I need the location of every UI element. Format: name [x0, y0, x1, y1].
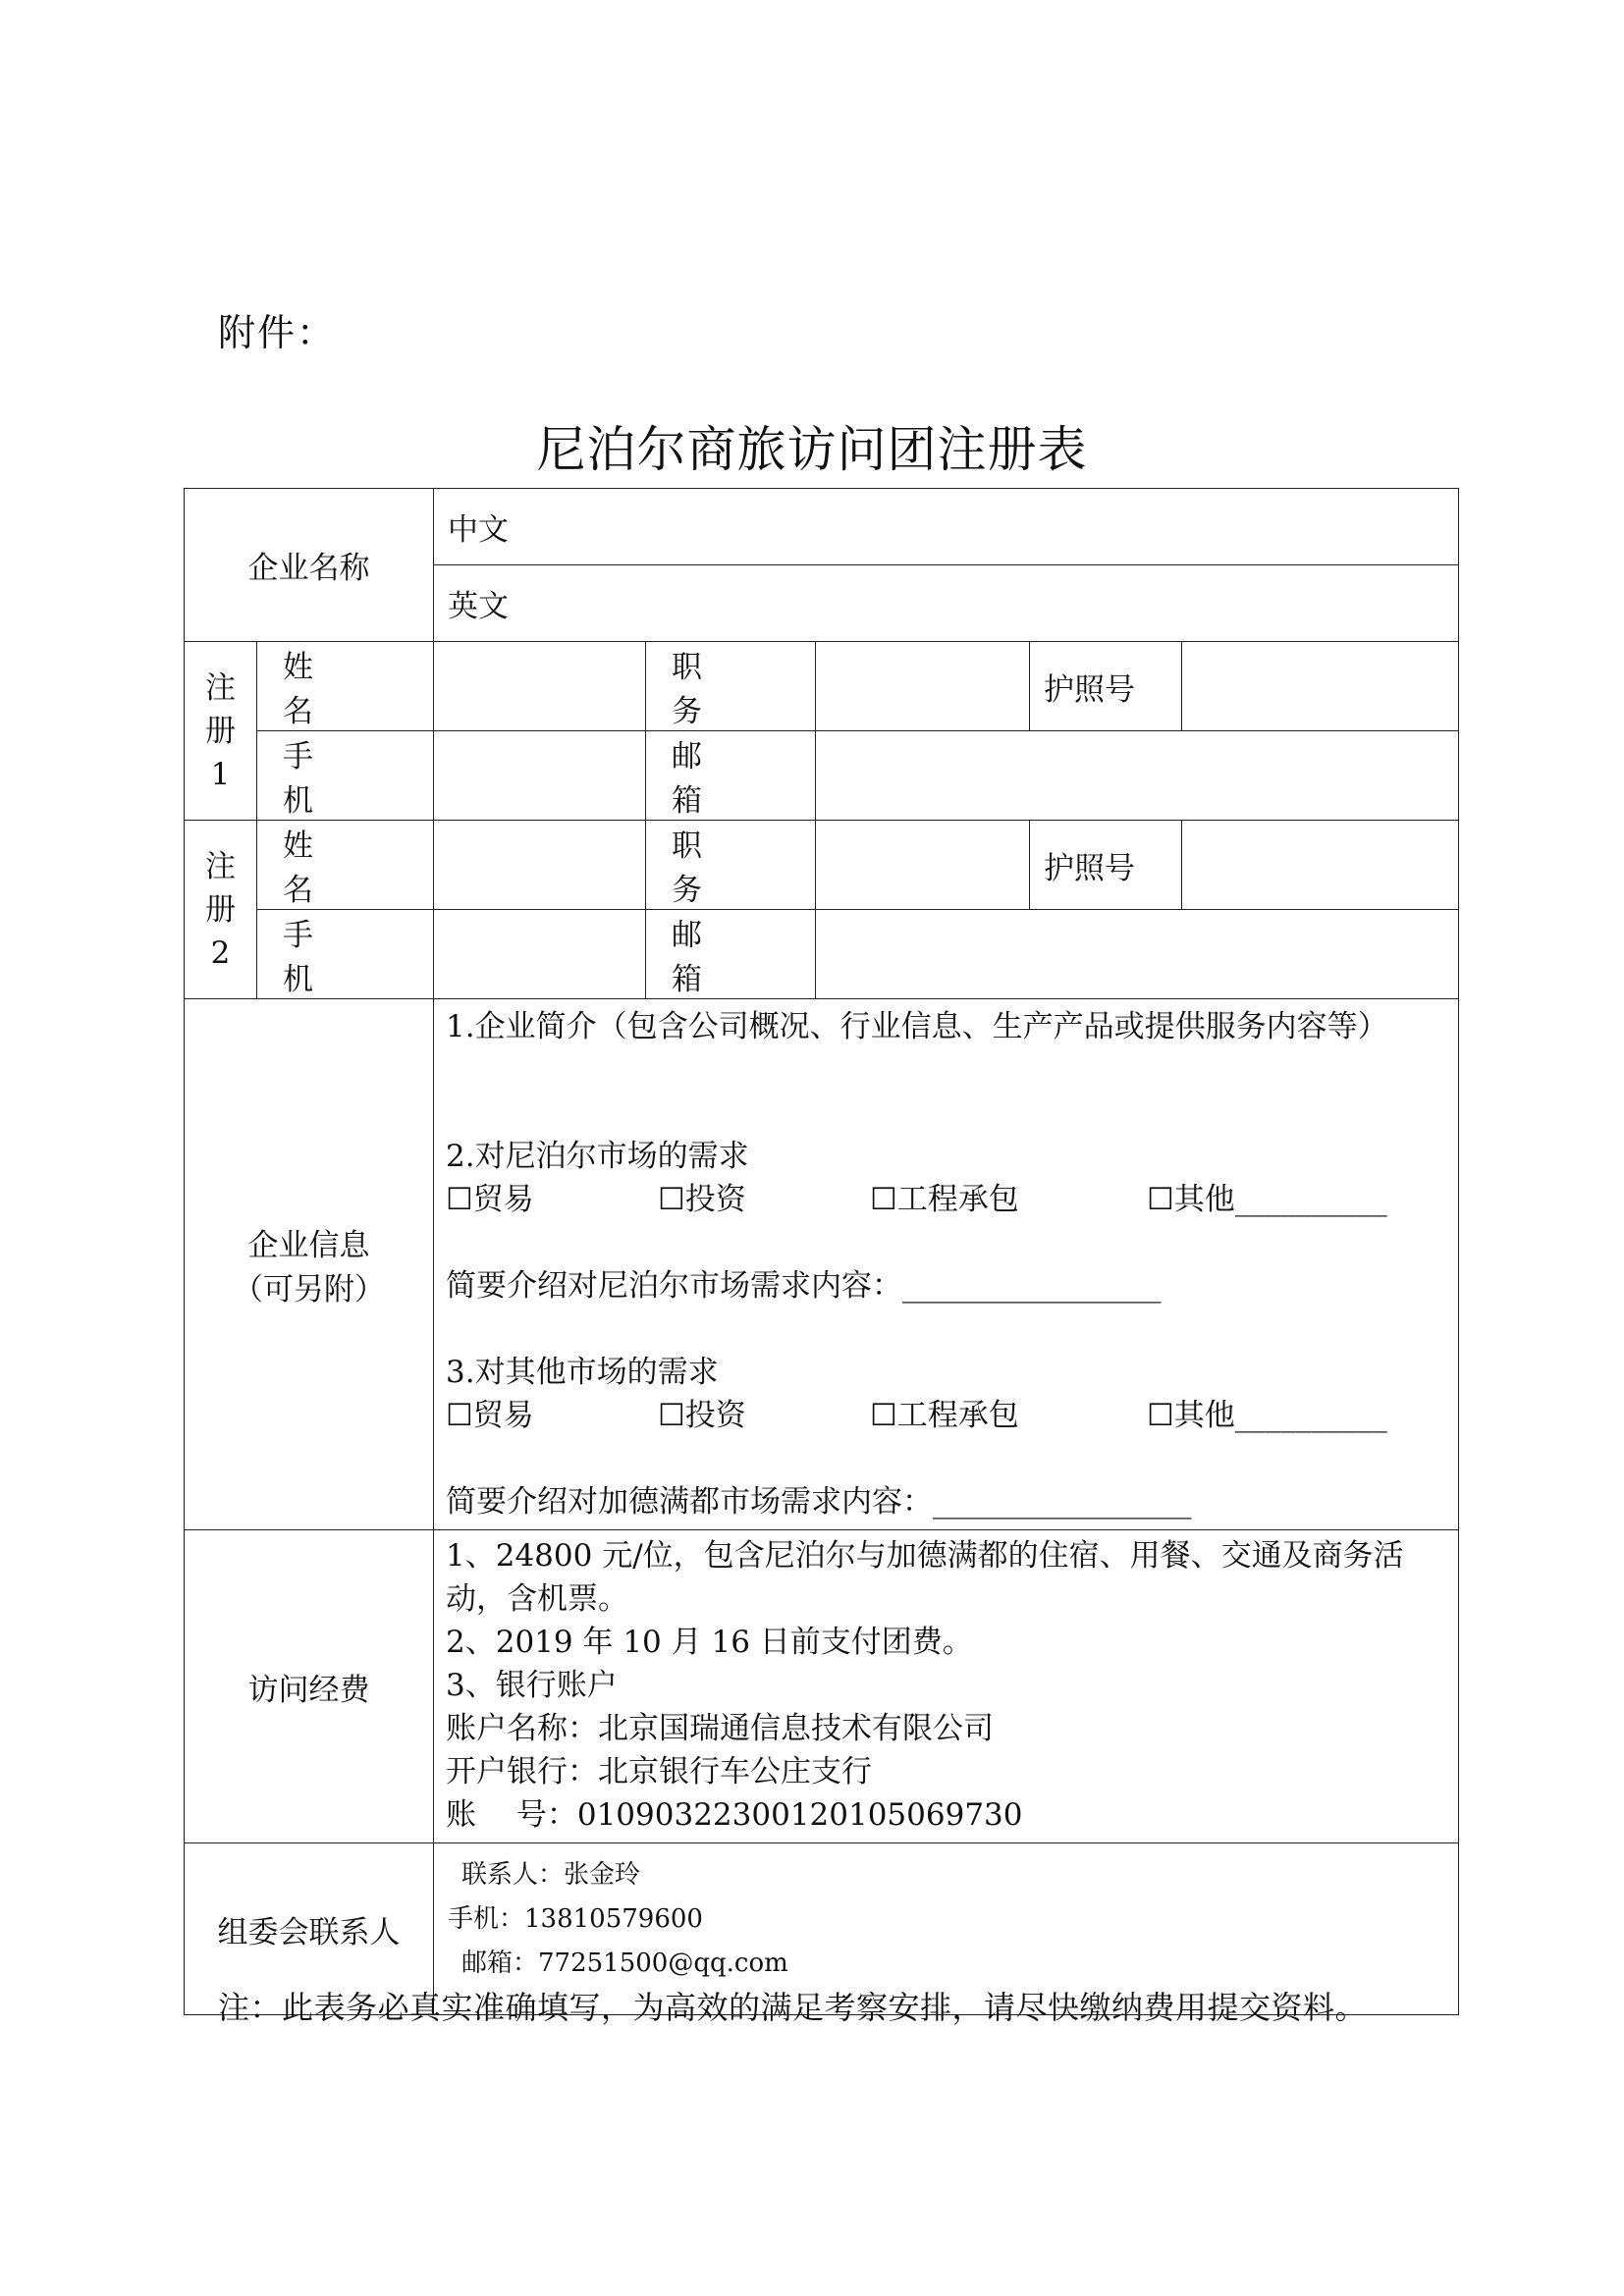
company-info-label: [185, 999, 434, 1530]
nepal-trade-checkbox[interactable]: ☐贸易: [446, 1182, 534, 1217]
registrant-1-phone-field[interactable]: [434, 731, 646, 821]
registrant-2-phone-label: 手 机: [257, 910, 434, 999]
fees-content: [434, 1530, 1459, 1843]
fees-line-3: 3、银行账户: [446, 1668, 618, 1703]
company-name-label: 企业名称: [185, 489, 434, 642]
fees-line-1: 1、24800 元/位，包含尼泊尔与加德满都的住宿、用餐、交通及商务活动，含机票。: [446, 1538, 1404, 1617]
other-market-heading: 3.对其他市场的需求: [446, 1355, 719, 1390]
company-name-chinese-field[interactable]: [434, 489, 1459, 565]
kathmandu-brief-field[interactable]: 简要介绍对加德满都市场需求内容：_________________: [446, 1484, 1192, 1520]
footer-note: 注：此表务必真实准确填写，为高效的满足考察安排，请尽快缴纳费用提交资料。: [218, 1989, 1368, 2026]
registrant-2-char-1: 注: [205, 848, 236, 884]
fees-label: 访问经费: [185, 1530, 434, 1843]
company-intro-heading: 1.企业简介（包含公司概况、行业信息、生产产品或提供服务内容等）: [446, 1009, 1388, 1044]
form-title: 尼泊尔商旅访问团注册表: [536, 421, 1088, 478]
registrant-1-position-label: 职 务: [646, 642, 816, 731]
english-label: 英文: [448, 589, 509, 624]
contact-phone: 手机：13810579600: [448, 1904, 703, 1934]
other-trade-checkbox[interactable]: ☐贸易: [446, 1398, 534, 1433]
registrant-1-name-label: 姓 名: [257, 642, 434, 731]
registrant-1-phone-label: 手 机: [257, 731, 434, 821]
nepal-other-checkbox[interactable]: ☐其他__________: [1147, 1182, 1387, 1217]
attachment-label: 附件：: [218, 311, 337, 354]
registrant-2-name-field[interactable]: [434, 821, 646, 910]
registrant-2-char-3: 2: [210, 934, 231, 971]
registrant-2-label: [185, 821, 257, 999]
contact-label: 组委会联系人: [185, 1843, 434, 2015]
registrant-2-email-label: 邮 箱: [646, 910, 816, 999]
contact-email: 邮箱：77251500@qq.com: [461, 1949, 788, 1978]
company-info-title: 企业信息: [247, 1228, 370, 1263]
registrant-2-passport-label: 护照号: [1030, 821, 1182, 910]
company-info-content[interactable]: [434, 999, 1459, 1530]
registrant-2-position-label: 职 务: [646, 821, 816, 910]
nepal-market-heading: 2.对尼泊尔市场的需求: [446, 1139, 749, 1174]
other-market-options: [446, 1394, 1446, 1437]
company-info-subtitle: （可另附）: [233, 1272, 385, 1308]
account-name: 账户名称：北京国瑞通信息技术有限公司: [446, 1711, 994, 1746]
contact-person: 联系人：张金玲: [461, 1860, 641, 1890]
account-number: 账 号：01090322300120105069730: [446, 1797, 1023, 1833]
other-other-checkbox[interactable]: ☐其他__________: [1147, 1398, 1387, 1433]
fees-line-2: 2、2019 年 10 月 16 日前支付团费。: [446, 1625, 973, 1660]
registrant-1-email-field[interactable]: [816, 731, 1459, 821]
registrant-2-position-field[interactable]: [816, 821, 1030, 910]
registrant-1-passport-field[interactable]: [1182, 642, 1459, 731]
registrant-1-name-field[interactable]: [434, 642, 646, 731]
registrant-1-email-label: 邮 箱: [646, 731, 816, 821]
other-engineering-checkbox[interactable]: ☐工程承包: [870, 1398, 1019, 1433]
bank-name: 开户银行：北京银行车公庄支行: [446, 1754, 872, 1789]
other-invest-checkbox[interactable]: ☐投资: [658, 1398, 746, 1433]
registrant-1-label: [185, 642, 257, 821]
registrant-2-char-2: 册: [205, 891, 236, 928]
nepal-brief-field[interactable]: 简要介绍对尼泊尔市场需求内容：_________________: [446, 1268, 1162, 1304]
registrant-1-char-3: 1: [210, 756, 231, 792]
company-name-english-field[interactable]: [434, 565, 1459, 642]
nepal-invest-checkbox[interactable]: ☐投资: [658, 1182, 746, 1217]
registrant-2-name-label: 姓 名: [257, 821, 434, 910]
registrant-2-passport-field[interactable]: [1182, 821, 1459, 910]
nepal-engineering-checkbox[interactable]: ☐工程承包: [870, 1182, 1019, 1217]
registrant-2-email-field[interactable]: [816, 910, 1459, 999]
registrant-1-position-field[interactable]: [816, 642, 1030, 731]
nepal-market-options: [446, 1178, 1446, 1221]
registration-form-table: [184, 488, 1459, 2015]
chinese-label: 中文: [448, 512, 509, 548]
registrant-1-passport-label: 护照号: [1030, 642, 1182, 731]
registrant-2-phone-field[interactable]: [434, 910, 646, 999]
registrant-1-char-2: 册: [205, 713, 236, 749]
registrant-1-char-1: 注: [205, 669, 236, 706]
